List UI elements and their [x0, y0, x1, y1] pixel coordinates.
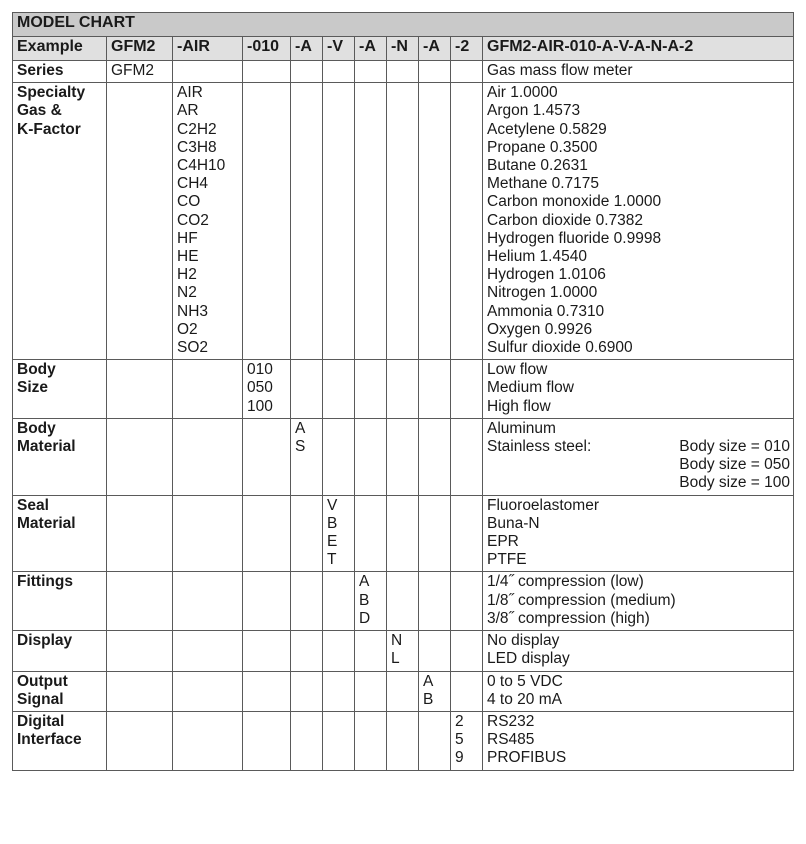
- digital-label-line: Interface: [17, 731, 82, 749]
- fittings-label-line: Fittings: [17, 573, 73, 591]
- display-codes: [387, 631, 419, 671]
- example-code-display: -N: [387, 37, 419, 61]
- digital-desc-line: RS232: [487, 712, 535, 730]
- gas-desc-line: Methane 0.7175: [487, 175, 600, 193]
- series-label-line: Series: [17, 62, 64, 79]
- model-chart-table: [12, 12, 794, 771]
- fittings-codes: [355, 572, 387, 631]
- series-codes-line: GFM2: [111, 62, 155, 79]
- seal-desc: [483, 495, 794, 572]
- fittings-codes-line: B: [359, 591, 370, 609]
- fittings-label: [13, 572, 107, 631]
- display-codes-line: L: [391, 650, 400, 668]
- gas-desc-line: Carbon dioxide 0.7382: [487, 211, 643, 229]
- display-codes-line: N: [391, 632, 403, 650]
- gas-codes-line: O2: [177, 320, 198, 338]
- body-material-row: [13, 418, 794, 495]
- example-code-series: GFM2: [107, 37, 173, 61]
- gas-label: [13, 83, 107, 360]
- body-size-codes-line: 010: [247, 361, 273, 379]
- digital-codes-line: 2: [455, 712, 464, 730]
- output-codes-line: B: [423, 690, 434, 708]
- body-material-label-line: Material: [17, 438, 76, 456]
- gas-codes-line: CO: [177, 193, 201, 211]
- seal-desc-line: EPR: [487, 533, 519, 551]
- example-code-gas: -AIR: [173, 37, 243, 61]
- body-size-desc: [483, 360, 794, 419]
- digital-row: [13, 711, 794, 770]
- gas-desc-line: Carbon monoxide 1.0000: [487, 193, 662, 211]
- series-desc-line: Gas mass flow meter: [487, 62, 633, 79]
- seal-label: [13, 495, 107, 572]
- output-row: [13, 671, 794, 711]
- body-material-codes: [291, 418, 323, 495]
- example-row: [13, 37, 794, 61]
- seal-desc-line: PTFE: [487, 551, 527, 569]
- example-code-seal: -V: [323, 37, 355, 61]
- gas-desc-line: Air 1.0000: [487, 84, 558, 102]
- example-code-output: -A: [419, 37, 451, 61]
- seal-label-line: Material: [17, 514, 76, 532]
- gas-codes-line: AR: [177, 102, 199, 120]
- gas-label-line: K-Factor: [17, 120, 81, 138]
- fittings-desc-line: 3/8˝ compression (high): [487, 609, 650, 627]
- body-size-codes: [243, 360, 291, 419]
- body-size-label-line: Size: [17, 379, 49, 397]
- body-size-010: Body size = 010: [679, 438, 790, 456]
- example-full-model: GFM2-AIR-010-A-V-A-N-A-2: [483, 37, 794, 61]
- gas-desc-line: Butane 0.2631: [487, 157, 588, 175]
- seal-codes: [323, 495, 355, 572]
- body-material-label-line: Body: [17, 419, 56, 437]
- seal-desc-line: Fluoroelastomer: [487, 496, 599, 514]
- output-desc-line: 0 to 5 VDC: [487, 672, 563, 690]
- gas-codes-line: C2H2: [177, 120, 217, 138]
- gas-codes-line: N2: [177, 284, 197, 302]
- gas-codes-line: HE: [177, 248, 199, 266]
- fittings-desc-line: 1/8˝ compression (medium): [487, 591, 676, 609]
- gas-codes-line: CO2: [177, 211, 209, 229]
- output-codes-line: A: [423, 672, 434, 690]
- body-size-label-line: Body: [17, 361, 56, 379]
- display-row: [13, 631, 794, 671]
- series-codes: [107, 61, 173, 83]
- seal-codes-line: V: [327, 496, 338, 514]
- body-material-codes-line: A: [295, 419, 306, 437]
- gas-label-line: Gas &: [17, 102, 62, 120]
- series-desc: [483, 61, 794, 83]
- digital-desc-line: PROFIBUS: [487, 749, 567, 767]
- body-material-label: [13, 418, 107, 495]
- example-code-fittings: -A: [355, 37, 387, 61]
- gas-codes-line: C3H8: [177, 138, 217, 156]
- title-row: [13, 13, 794, 37]
- fittings-row: [13, 572, 794, 631]
- seal-codes-line: T: [327, 551, 337, 569]
- gas-desc-line: Helium 1.4540: [487, 248, 587, 266]
- gas-row: [13, 83, 794, 360]
- body-size-desc-line: High flow: [487, 397, 551, 415]
- body-size-050: Body size = 050: [679, 456, 790, 474]
- digital-codes-line: 5: [455, 731, 464, 749]
- chart-title: MODEL CHART: [13, 13, 794, 37]
- digital-label-line: Digital: [17, 712, 65, 730]
- output-label-line: Signal: [17, 690, 64, 708]
- gas-desc-line: Oxygen 0.9926: [487, 320, 593, 338]
- output-desc-line: 4 to 20 mA: [487, 690, 562, 708]
- body-size-desc-line: Medium flow: [487, 379, 574, 397]
- gas-desc: [483, 83, 794, 360]
- body-size-codes-line: 050: [247, 379, 273, 397]
- display-desc-line: LED display: [487, 650, 570, 668]
- seal-row: [13, 495, 794, 572]
- output-label-line: Output: [17, 672, 68, 690]
- digital-desc: [483, 711, 794, 770]
- body-size-label: [13, 360, 107, 419]
- display-desc-line: No display: [487, 632, 560, 650]
- gas-codes-line: HF: [177, 229, 198, 247]
- example-code-size: -010: [243, 37, 291, 61]
- seal-codes-line: B: [327, 514, 338, 532]
- gas-codes-line: C4H10: [177, 157, 226, 175]
- body-material-desc: [483, 418, 794, 495]
- fittings-codes-line: D: [359, 609, 371, 627]
- gas-desc-line: Hydrogen 1.0106: [487, 266, 606, 284]
- example-code-body: -A: [291, 37, 323, 61]
- output-label: [13, 671, 107, 711]
- gas-label-line: Specialty: [17, 84, 86, 102]
- gas-desc-line: Hydrogen fluoride 0.9998: [487, 229, 662, 247]
- gas-desc-line: Ammonia 0.7310: [487, 302, 605, 320]
- gas-codes-line: AIR: [177, 84, 203, 102]
- digital-desc-line: RS485: [487, 731, 535, 749]
- body-size-100: Body size = 100: [679, 474, 790, 492]
- seal-codes-line: E: [327, 533, 338, 551]
- gas-desc-line: Propane 0.3500: [487, 138, 598, 156]
- display-label-line: Display: [17, 632, 73, 650]
- gas-desc-line: Sulfur dioxide 0.6900: [487, 339, 633, 357]
- digital-codes-line: 9: [455, 749, 464, 767]
- fittings-desc: [483, 572, 794, 631]
- display-label: [13, 631, 107, 671]
- output-desc: [483, 671, 794, 711]
- gas-codes-line: SO2: [177, 339, 209, 357]
- output-codes: [419, 671, 451, 711]
- seal-desc-line: Buna-N: [487, 514, 540, 532]
- series-label: [13, 61, 107, 83]
- gas-codes: [173, 83, 243, 360]
- digital-label: [13, 711, 107, 770]
- fittings-desc-line: 1/4˝ compression (low): [487, 573, 644, 591]
- seal-label-line: Seal: [17, 496, 49, 514]
- digital-codes: [451, 711, 483, 770]
- display-desc: [483, 631, 794, 671]
- gas-codes-line: H2: [177, 266, 197, 284]
- gas-desc-line: Argon 1.4573: [487, 102, 581, 120]
- body-size-row: [13, 360, 794, 419]
- example-code-digital: -2: [451, 37, 483, 61]
- gas-desc-line: Nitrogen 1.0000: [487, 284, 598, 302]
- gas-codes-line: CH4: [177, 175, 209, 193]
- series-row: [13, 61, 794, 83]
- gas-codes-line: NH3: [177, 302, 209, 320]
- body-material-codes-line: S: [295, 438, 306, 456]
- body-size-desc-line: Low flow: [487, 361, 548, 379]
- body-material-stainless: Stainless steel:: [487, 438, 592, 456]
- fittings-codes-line: A: [359, 573, 370, 591]
- body-size-codes-line: 100: [247, 397, 273, 415]
- gas-desc-line: Acetylene 0.5829: [487, 120, 607, 138]
- example-label: Example: [13, 37, 107, 61]
- body-material-aluminum: Aluminum: [487, 419, 556, 437]
